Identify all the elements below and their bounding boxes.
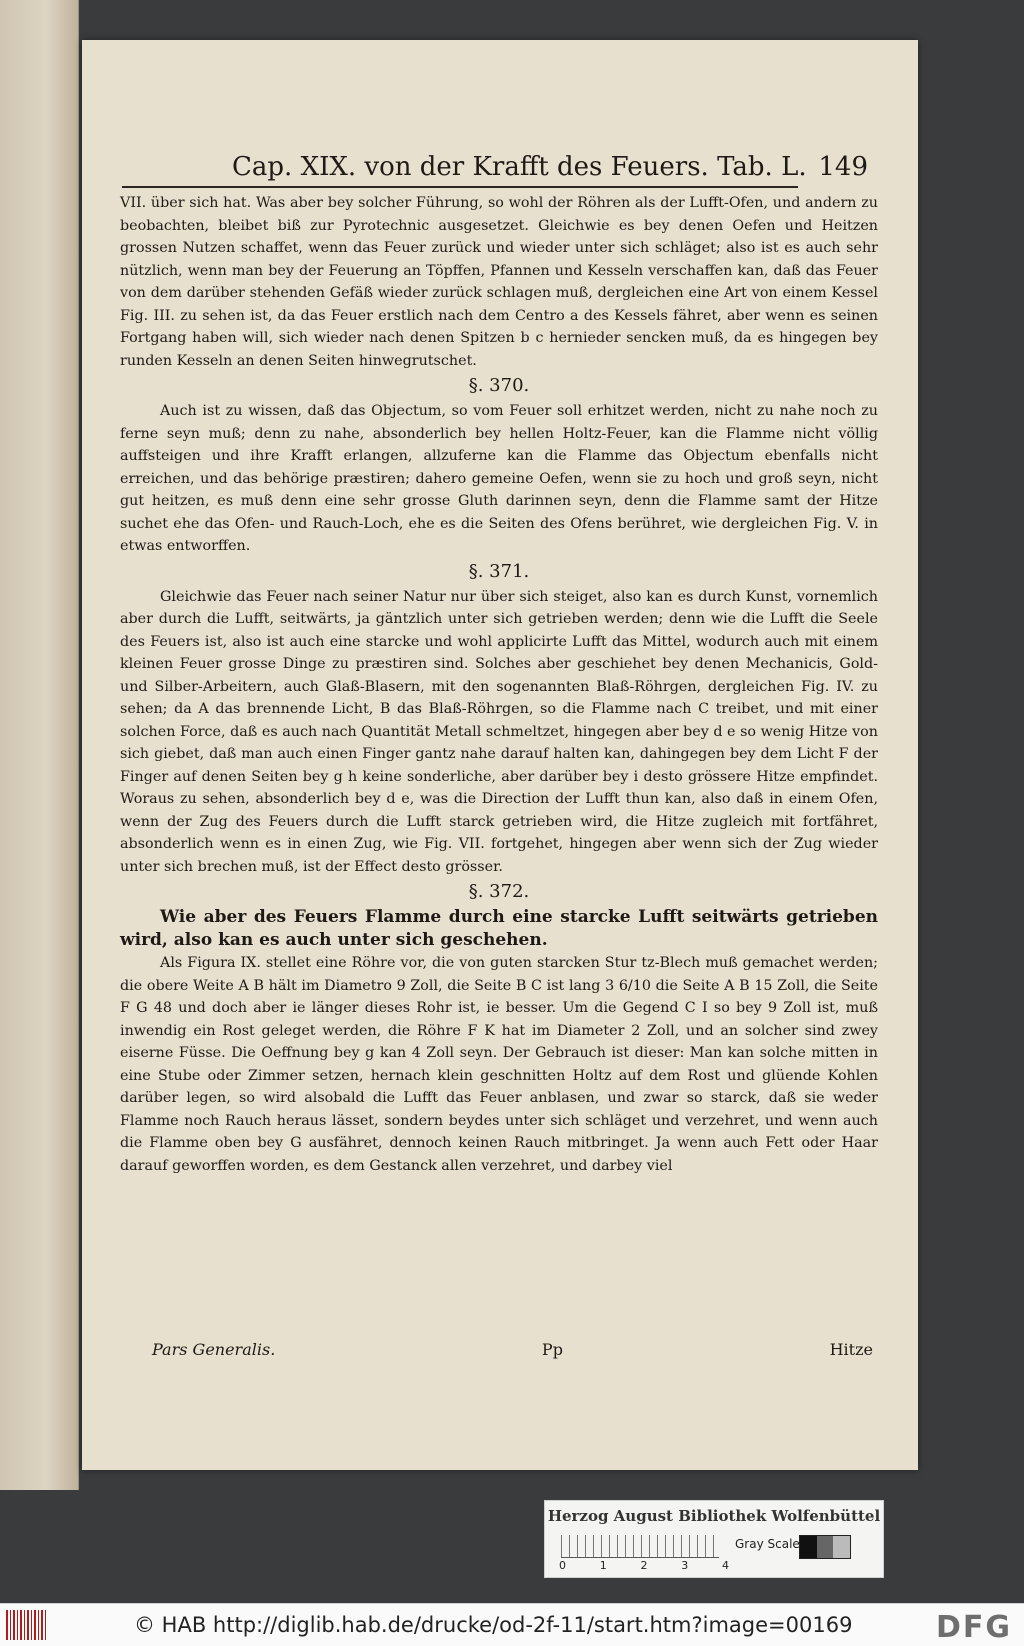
dfg-logo: DFG xyxy=(935,1610,1012,1645)
header-rule xyxy=(122,186,798,188)
paragraph-372-lead: Wie aber des Feuers Flamme durch eine starcke Lufft seitwärts getrieben wird, also kan es auch unter sich geschehen. xyxy=(120,907,878,950)
library-name: Herzog August Bibliothek Wolfenbüttel xyxy=(547,1507,881,1525)
footer-title: Pars Generalis. xyxy=(152,1340,276,1359)
page-body xyxy=(120,192,878,1177)
signature-mark: Pp xyxy=(541,1340,563,1359)
catchword: Hitze xyxy=(829,1340,873,1359)
running-head: Cap. XIX. von der Krafft des Feuers. Tab. L. xyxy=(232,152,807,182)
swatch-gray xyxy=(817,1536,834,1558)
left-page-edge xyxy=(0,0,79,1490)
copyright-link[interactable]: © HAB http://diglib.hab.de/drucke/od-2f-11/start.htm?image=00169 xyxy=(134,1613,853,1637)
paragraph-371: Gleichwie das Feuer nach seiner Natur nur über sich steiget, also kan es durch Kunst, vornemlich aber durch die Lufft, seitwärts, ja gäntzlich unter sich getrieben werden; denn wie die Lufft die Seele des Feuers ist, also ist auch eine starcke und wohl applicirte Lufft das Mittel, wodurch auch mit einem kleinen Feuer grosse Dinge zu præstiren sind. Solches aber geschiehet bey denen Mechanicis, Gold- und Silber-Arbeitern, auch Glaß-Blasern, mit den sogenannten Blaß-Röhrgen, dergleichen Fig. IV. zu sehen; da A das brennende Licht, B das Blaß-Röhrgen, so die Flamme nach C treibet, und mit einer solchen Force, daß es auch nach Quantität Metall schmeltzet, hingegen aber bey d e so wenig Hitze von sich giebet, daß man auch einen Finger gantz nahe darauf halten kan, dahingegen bey dem Licht F der Finger auf denen Seiten bey g h keine sonderliche, aber darüber bey i desto grössere Hitze empfindet. Woraus zu sehen, absonderlich bey d e, was die Direction der Lufft thun kan, also daß in einem Ofen, wenn der Zug des Feuers durch die Lufft starck getrieben wird, die Hitze zugleich mit fortfähret, absonderlich wenn es in einen Zug, wie Fig. VII. fortgehet, hingegen aber wenn sich der Zug wieder unter sich brechen muß, ist der Effect desto grösser. xyxy=(120,588,878,875)
swatch-black xyxy=(800,1536,817,1558)
page-footer xyxy=(152,1340,873,1359)
grayscale-label: Gray Scale xyxy=(735,1537,800,1551)
ruler-numbers xyxy=(559,1559,729,1572)
ruler-number: 3 xyxy=(681,1559,689,1572)
grayscale-swatches xyxy=(799,1535,851,1559)
swatch-light xyxy=(833,1536,850,1558)
ruler-number: 1 xyxy=(599,1559,607,1572)
section-heading-370: §. 370. xyxy=(468,375,530,396)
ruler-number: 0 xyxy=(559,1559,566,1572)
book-page xyxy=(82,40,918,1470)
section-heading-372: §. 372. xyxy=(468,881,530,902)
paragraph-372: Als Figura IX. stellet eine Röhre vor, die von guten starcken Stur tz-Blech muß gemachet werden; die obere Weite A B hält im Diametro 9 Zoll, die Seite B C ist lang 3 6/10 die Seite A B 15 Zoll, die Seite F G 48 und doch aber ie länger dieses Rohr ist, ie besser. Um die Gegend C I so bey 9 Zoll ist, muß inwendig ein Rost geleget werden, die Röhre F K hat im Diameter 2 Zoll, und an solcher sind zwey eiserne Füsse. Die Oeffnung bey g kan 4 Zoll seyn. Der Gebrauch ist dieser: Man kan solche mitten in eine Stube oder Zimmer setzen, hernach klein geschnitten Holtz auf dem Rost und glüende Kohlen darüber legen, so wird alsobald die Lufft das Feuer anblasen, und zwar so starck, daß sie weder Flamme noch Rauch heraus lässet, sondern beydes unter sich schläget und verzehret, und wenn auch die Flamme oben bey G ausfähret, dennoch keinen Rauch mitbringet. Ja wenn auch Fett oder Haar darauf geworffen worden, es dem Gestanck allen verzehret, und darbey viel xyxy=(120,955,878,1174)
ruler-number: 2 xyxy=(640,1559,648,1572)
viewer-footer-bar xyxy=(0,1603,1024,1646)
hab-barcode-icon xyxy=(6,1610,46,1640)
paragraph-370: Auch ist zu wissen, daß das Objectum, so vom Feuer soll erhitzet werden, nicht zu nahe noch zu ferne seyn muß; denn zu nahe, absonderlich bey hellen Holtz-Feuer, kan die Flamme nicht völlig auffsteigen und ihre Krafft erlangen, allzuferne kan die Flamme das Objectum ebenfalls nicht erreichen, und das behörige præstiren; dahero gemeine Oefen, wenn sie zu hoch und groß seyn, nicht gut heitzen, es muß denn eine sehr grosse Gluth darinnen seyn, denn die Flamme samt der Hitze suchet ehe das Ofen- und Rauch-Loch, ehe es die Seiten des Ofens berühret, wie dergleichen Fig. V. in etwas entworffen. xyxy=(120,403,878,554)
paragraph-continued: VII. über sich hat. Was aber bey solcher Führung, so wohl der Röhren als der Lufft-Ofen, und andern zu beobachten, bleibet biß zur Pyrotechnic ausgesetzet. Gleichwie es bey denen Oefen und Heitzen grossen Nutzen schaffet, wenn das Feuer zurück und wieder unter sich schläget; also ist es auch sehr nützlich, wenn man bey der Feuerung an Töpffen, Pfannen und Kesseln verschaffen kan, daß das Feuer von dem darüber stehenden Gefäß wieder zurück schlagen muß, dergleichen eine Art von einem Kessel Fig. III. zu sehen ist, da das Feuer erstlich nach dem Centro a des Kessels fähret, aber wenn es seinen Fortgang haben will, sich wieder nach denen Spitzen b c hernieder sencken muß, da es hingegen bey runden Kesseln an denen Seiten hinwegrutschet. xyxy=(120,195,878,369)
running-header xyxy=(232,152,868,186)
section-heading-371: §. 371. xyxy=(468,560,530,582)
page-number: 149 xyxy=(818,152,868,182)
ruler-number: 4 xyxy=(722,1559,729,1572)
library-color-card xyxy=(544,1500,884,1578)
scale-ruler xyxy=(561,1535,719,1558)
